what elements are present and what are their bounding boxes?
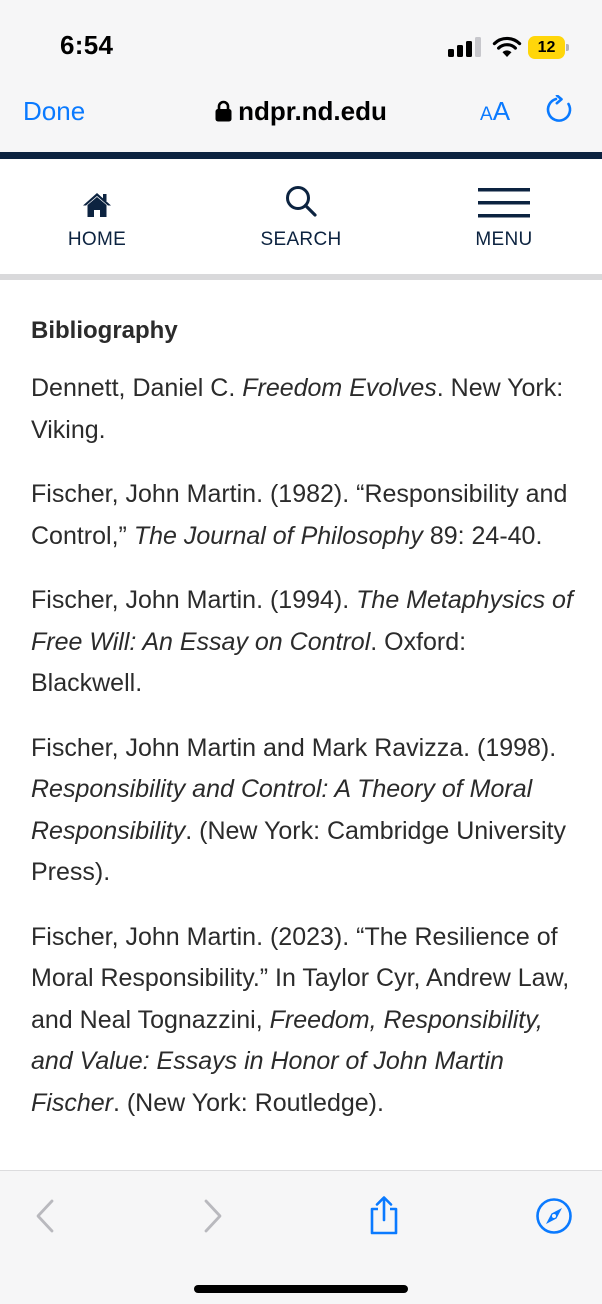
compass-icon[interactable] <box>535 1197 573 1235</box>
nav-menu-label: MENU <box>475 229 533 250</box>
nav-menu[interactable] <box>434 184 574 251</box>
lock-icon <box>215 100 232 122</box>
done-button[interactable]: Done <box>23 96 86 126</box>
battery-level: 12 <box>528 36 565 59</box>
home-indicator[interactable] <box>194 1285 408 1293</box>
wifi-icon <box>492 35 522 59</box>
header-divider <box>0 152 602 159</box>
text-size-button[interactable]: AA <box>480 96 511 126</box>
forward-chevron-icon[interactable] <box>202 1199 224 1233</box>
url-text: ndpr.nd.edu <box>238 96 387 126</box>
hamburger-menu-icon <box>478 188 530 218</box>
bibliography-entry: Fischer, John Martin. (2023). “The Resilience of Moral Responsibility.” In Taylor Cyr, Andrew Law, and Neal Tognazzini, Freedom, Responsibility, and Value: Essays in Honor of John Martin Fischer. (New York: Routledge). <box>31 922 570 1117</box>
browser-toolbar <box>0 1170 602 1304</box>
status-time: 6:54 <box>60 30 114 60</box>
site-navigation <box>0 159 602 274</box>
nav-home[interactable] <box>27 184 167 251</box>
cellular-signal-icon <box>448 37 482 57</box>
article-content <box>31 280 581 1170</box>
home-icon <box>82 192 112 218</box>
url-field[interactable] <box>0 96 602 127</box>
search-icon <box>284 184 318 218</box>
reload-icon[interactable] <box>544 95 574 127</box>
share-icon[interactable] <box>366 1195 402 1235</box>
back-chevron-icon[interactable] <box>34 1199 56 1233</box>
status-bar <box>0 0 602 90</box>
battery-icon <box>528 36 568 59</box>
bibliography-entry: Fischer, John Martin. (1994). The Metaphysics of Free Will: An Essay on Control. Oxford: Blackwell. <box>31 586 573 697</box>
bibliography-entry: Fischer, John Martin. (1982). “Responsibility and Control,” The Journal of Philosophy 89: 24-40. <box>31 480 568 550</box>
nav-home-label: HOME <box>67 229 127 250</box>
nav-search[interactable] <box>231 184 371 251</box>
bibliography-entry: Dennett, Daniel C. Freedom Evolves. New York: Viking. <box>31 374 564 444</box>
bibliography-entry: Fischer, John Martin and Mark Ravizza. (1998). Responsibility and Control: A Theory of Moral Responsibility. (New York: Cambridge University Press). <box>31 733 566 886</box>
bibliography-heading: Bibliography <box>31 317 178 344</box>
nav-search-label: SEARCH <box>260 229 342 250</box>
browser-address-bar <box>0 90 602 152</box>
